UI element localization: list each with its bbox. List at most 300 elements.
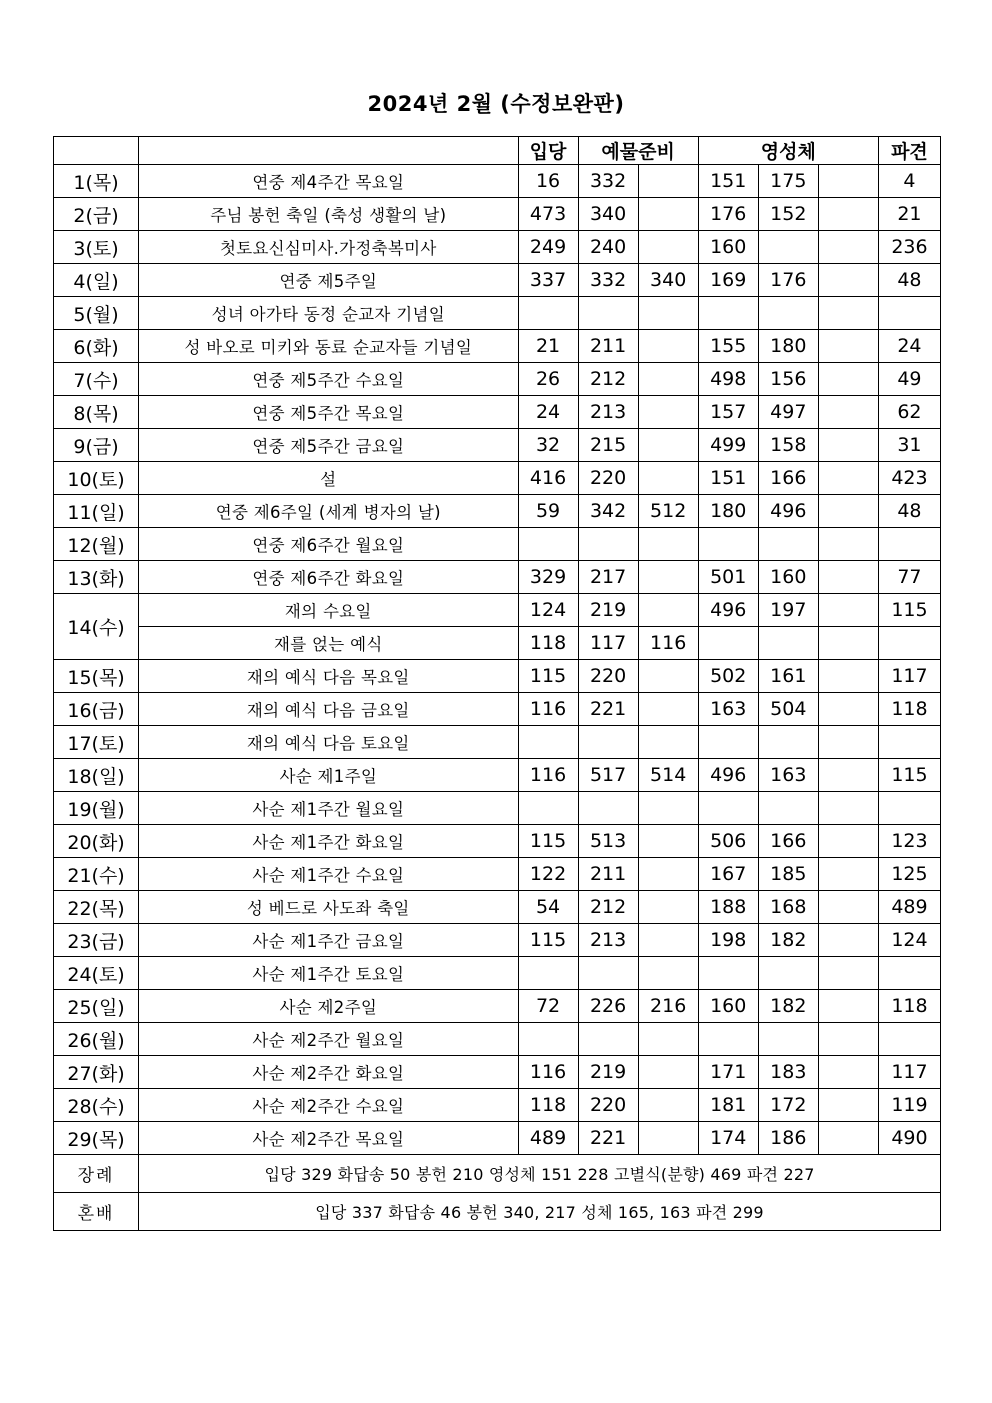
hymn-number-cell [638, 891, 698, 924]
celebration-name-cell: 사순 제2주간 화요일 [139, 1056, 518, 1089]
date-cell: 11(일) [54, 495, 139, 528]
hymn-number-cell: 490 [878, 1122, 940, 1155]
hymn-number-cell [818, 627, 878, 660]
celebration-name-cell: 성 베드로 사도좌 축일 [139, 891, 518, 924]
hymn-number-cell: 117 [878, 660, 940, 693]
hymn-number-cell [818, 429, 878, 462]
table-row [54, 495, 941, 528]
hymn-number-cell: 124 [878, 924, 940, 957]
table-row [54, 693, 941, 726]
celebration-name-cell: 사순 제1주간 월요일 [139, 792, 518, 825]
table-row [54, 792, 941, 825]
hymn-number-cell: 151 [698, 165, 758, 198]
hymn-number-cell: 220 [578, 660, 638, 693]
table-row [54, 924, 941, 957]
hymn-number-cell [818, 198, 878, 231]
hymn-number-cell: 163 [758, 759, 818, 792]
hymn-number-cell [638, 858, 698, 891]
date-cell: 13(화) [54, 561, 139, 594]
date-cell: 1(목) [54, 165, 139, 198]
date-cell: 28(수) [54, 1089, 139, 1122]
hymn-number-cell: 332 [578, 264, 638, 297]
hymn-number-cell: 221 [578, 1122, 638, 1155]
hymn-number-cell [518, 297, 578, 330]
date-cell: 14(수) [54, 594, 139, 660]
hymn-number-cell: 160 [758, 561, 818, 594]
hymn-number-cell: 211 [578, 858, 638, 891]
hymn-number-cell [698, 1023, 758, 1056]
hymn-number-cell: 219 [578, 1056, 638, 1089]
hymn-number-cell: 504 [758, 693, 818, 726]
hymn-number-cell [638, 825, 698, 858]
hymn-number-cell: 216 [638, 990, 698, 1023]
celebration-name-cell: 사순 제1주간 수요일 [139, 858, 518, 891]
hymn-number-cell: 423 [878, 462, 940, 495]
hymn-number-cell [758, 792, 818, 825]
table-row [54, 561, 941, 594]
hymn-number-cell [818, 396, 878, 429]
hymn-number-cell [878, 528, 940, 561]
table-row [54, 297, 941, 330]
date-cell: 17(토) [54, 726, 139, 759]
celebration-name-cell: 재의 예식 다음 토요일 [139, 726, 518, 759]
hymn-number-cell: 181 [698, 1089, 758, 1122]
hymn-number-cell: 156 [758, 363, 818, 396]
hymn-number-cell: 77 [878, 561, 940, 594]
celebration-name-cell: 성 바오로 미키와 동료 순교자들 기념일 [139, 330, 518, 363]
hymn-number-cell: 473 [518, 198, 578, 231]
hymn-number-cell [818, 825, 878, 858]
hymn-number-cell: 174 [698, 1122, 758, 1155]
hymn-number-cell [818, 462, 878, 495]
hymn-number-cell: 220 [578, 1089, 638, 1122]
celebration-name-cell: 사순 제1주간 화요일 [139, 825, 518, 858]
hymn-number-cell [518, 1023, 578, 1056]
hymn-number-cell [818, 330, 878, 363]
hymn-number-cell: 48 [878, 264, 940, 297]
celebration-name-cell: 재의 수요일 [139, 594, 518, 627]
hymn-number-cell [638, 957, 698, 990]
hymn-number-cell: 198 [698, 924, 758, 957]
hymn-number-cell [638, 462, 698, 495]
hymn-number-cell [578, 297, 638, 330]
hymn-number-cell [638, 330, 698, 363]
hymn-number-cell: 416 [518, 462, 578, 495]
celebration-name-cell: 연중 제5주간 목요일 [139, 396, 518, 429]
celebration-name-cell: 연중 제5주간 수요일 [139, 363, 518, 396]
hymn-number-cell: 21 [878, 198, 940, 231]
footer-label: 혼배 [54, 1193, 139, 1231]
table-row [54, 627, 941, 660]
hymn-number-cell: 116 [518, 1056, 578, 1089]
celebration-name-cell: 사순 제2주간 목요일 [139, 1122, 518, 1155]
hymn-number-cell: 502 [698, 660, 758, 693]
hymn-number-cell: 118 [878, 693, 940, 726]
hymn-number-cell [758, 726, 818, 759]
date-cell: 8(목) [54, 396, 139, 429]
hymn-number-cell: 115 [518, 825, 578, 858]
hymn-number-cell [818, 528, 878, 561]
hymn-number-cell: 160 [698, 231, 758, 264]
hymn-number-cell [638, 726, 698, 759]
celebration-name-cell: 재의 예식 다음 금요일 [139, 693, 518, 726]
hymn-number-cell: 180 [758, 330, 818, 363]
hymn-number-cell: 219 [578, 594, 638, 627]
celebration-name-cell: 연중 제6주일 (세계 병자의 날) [139, 495, 518, 528]
hymn-number-cell: 175 [758, 165, 818, 198]
hymn-number-cell: 116 [638, 627, 698, 660]
hymn-number-cell [818, 1122, 878, 1155]
hymn-number-cell: 168 [758, 891, 818, 924]
hymn-number-cell: 226 [578, 990, 638, 1023]
hymn-number-cell: 48 [878, 495, 940, 528]
date-cell: 16(금) [54, 693, 139, 726]
hymn-number-cell [638, 660, 698, 693]
table-row [54, 660, 941, 693]
hymn-number-cell: 329 [518, 561, 578, 594]
hymn-number-cell: 24 [518, 396, 578, 429]
table-row [54, 1023, 941, 1056]
table-row [54, 1089, 941, 1122]
hymn-number-cell: 157 [698, 396, 758, 429]
hymn-number-cell: 496 [698, 594, 758, 627]
celebration-name-cell: 연중 제5주간 금요일 [139, 429, 518, 462]
hymn-number-cell [758, 1023, 818, 1056]
date-cell: 2(금) [54, 198, 139, 231]
hymn-number-cell [638, 561, 698, 594]
hymn-number-cell: 221 [578, 693, 638, 726]
hymn-number-cell [638, 1023, 698, 1056]
hymn-number-cell: 16 [518, 165, 578, 198]
celebration-name-cell: 연중 제4주간 목요일 [139, 165, 518, 198]
hymn-number-cell: 197 [758, 594, 818, 627]
hymn-number-cell [818, 297, 878, 330]
hymn-number-cell: 211 [578, 330, 638, 363]
hymn-number-cell [818, 924, 878, 957]
date-cell: 15(목) [54, 660, 139, 693]
hymn-number-cell [638, 693, 698, 726]
hymn-number-cell: 337 [518, 264, 578, 297]
table-row [54, 990, 941, 1023]
hymn-number-cell [638, 198, 698, 231]
hymn-number-cell: 166 [758, 462, 818, 495]
hymn-number-cell: 213 [578, 924, 638, 957]
hymn-number-cell: 497 [758, 396, 818, 429]
hymn-number-cell [818, 990, 878, 1023]
table-row [54, 264, 941, 297]
date-cell: 7(수) [54, 363, 139, 396]
hymn-number-cell [578, 726, 638, 759]
hymn-number-cell: 160 [698, 990, 758, 1023]
hymn-number-cell [818, 1023, 878, 1056]
hymn-number-cell [698, 792, 758, 825]
hymn-number-cell: 496 [698, 759, 758, 792]
date-cell: 26(월) [54, 1023, 139, 1056]
hymn-number-cell: 119 [878, 1089, 940, 1122]
hymn-number-cell: 176 [758, 264, 818, 297]
celebration-name-cell: 사순 제2주간 월요일 [139, 1023, 518, 1056]
hymn-number-cell: 172 [758, 1089, 818, 1122]
table-row [54, 165, 941, 198]
hymn-number-cell [818, 957, 878, 990]
hymn-number-cell: 236 [878, 231, 940, 264]
hymn-number-cell [698, 726, 758, 759]
hymn-number-cell: 512 [638, 495, 698, 528]
date-cell: 23(금) [54, 924, 139, 957]
hymn-number-cell: 116 [518, 759, 578, 792]
hymn-number-cell: 332 [578, 165, 638, 198]
hymn-number-cell [818, 165, 878, 198]
hymn-number-cell: 116 [518, 693, 578, 726]
table-row [54, 1056, 941, 1089]
hymn-number-cell [818, 792, 878, 825]
table-row [54, 198, 941, 231]
hymn-number-cell [518, 957, 578, 990]
hymn-number-cell: 24 [878, 330, 940, 363]
hymn-number-cell: 62 [878, 396, 940, 429]
table-row [54, 396, 941, 429]
date-cell: 5(월) [54, 297, 139, 330]
hymn-number-cell: 185 [758, 858, 818, 891]
hymn-number-cell: 501 [698, 561, 758, 594]
hymn-number-cell [638, 165, 698, 198]
date-cell: 20(화) [54, 825, 139, 858]
header-offertory: 예물준비 [578, 137, 698, 165]
hymn-number-cell: 152 [758, 198, 818, 231]
hymn-number-cell [758, 627, 818, 660]
hymn-number-cell [818, 858, 878, 891]
date-cell: 18(일) [54, 759, 139, 792]
hymn-number-cell: 118 [518, 1089, 578, 1122]
hymn-number-cell: 498 [698, 363, 758, 396]
hymn-number-cell [638, 297, 698, 330]
hymn-number-cell: 49 [878, 363, 940, 396]
hymn-number-cell [758, 297, 818, 330]
hymn-number-cell [638, 396, 698, 429]
hymn-number-cell [818, 264, 878, 297]
footer-text: 입당 337 화답송 46 봉헌 340, 217 성체 165, 163 파견 299 [139, 1193, 941, 1231]
hymn-number-cell: 118 [518, 627, 578, 660]
date-cell: 3(토) [54, 231, 139, 264]
header-entrance: 입당 [518, 137, 578, 165]
table-row [54, 726, 941, 759]
hymn-number-cell [818, 231, 878, 264]
hymn-number-cell: 342 [578, 495, 638, 528]
hymn-number-cell: 213 [578, 396, 638, 429]
hymn-number-cell: 514 [638, 759, 698, 792]
hymn-number-cell: 166 [758, 825, 818, 858]
hymn-number-cell [698, 957, 758, 990]
celebration-name-cell: 사순 제2주일 [139, 990, 518, 1023]
hymn-number-cell: 155 [698, 330, 758, 363]
hymn-number-cell: 122 [518, 858, 578, 891]
hymn-number-cell: 4 [878, 165, 940, 198]
hymn-number-cell: 186 [758, 1122, 818, 1155]
hymn-number-cell [818, 660, 878, 693]
hymn-number-cell: 212 [578, 363, 638, 396]
celebration-name-cell: 재를 얹는 예식 [139, 627, 518, 660]
hymn-number-cell: 489 [878, 891, 940, 924]
hymn-number-cell [878, 297, 940, 330]
hymn-number-cell [818, 1089, 878, 1122]
hymn-number-cell [878, 627, 940, 660]
hymn-number-cell [878, 726, 940, 759]
date-cell: 24(토) [54, 957, 139, 990]
celebration-name-cell: 연중 제5주일 [139, 264, 518, 297]
hymn-number-cell [758, 957, 818, 990]
hymn-number-cell [818, 495, 878, 528]
hymn-number-cell [818, 363, 878, 396]
hymn-number-cell [638, 528, 698, 561]
hymn-number-cell: 176 [698, 198, 758, 231]
header-dismissal: 파견 [878, 137, 940, 165]
hymn-number-cell: 499 [698, 429, 758, 462]
header-row [54, 137, 941, 165]
table-row [54, 957, 941, 990]
table-row [54, 462, 941, 495]
celebration-name-cell: 사순 제1주간 토요일 [139, 957, 518, 990]
celebration-name-cell: 연중 제6주간 화요일 [139, 561, 518, 594]
hymn-number-cell [878, 792, 940, 825]
hymn-number-cell: 220 [578, 462, 638, 495]
hymn-number-cell: 72 [518, 990, 578, 1023]
hymn-number-cell: 117 [878, 1056, 940, 1089]
table-row [54, 1122, 941, 1155]
footer-text: 입당 329 화답송 50 봉헌 210 영성체 151 228 고별식(분향) 469 파견 227 [139, 1155, 941, 1193]
celebration-name-cell: 재의 예식 다음 목요일 [139, 660, 518, 693]
hymn-number-cell: 161 [758, 660, 818, 693]
table-row [54, 528, 941, 561]
hymn-number-cell [518, 792, 578, 825]
hymn-number-cell [818, 594, 878, 627]
hymn-number-cell [818, 1056, 878, 1089]
hymn-number-cell [638, 594, 698, 627]
hymn-number-cell [818, 726, 878, 759]
hymn-number-cell: 169 [698, 264, 758, 297]
date-cell: 19(월) [54, 792, 139, 825]
date-cell: 27(화) [54, 1056, 139, 1089]
hymn-number-cell: 118 [878, 990, 940, 1023]
table-row [54, 231, 941, 264]
celebration-name-cell: 사순 제1주간 금요일 [139, 924, 518, 957]
hymn-number-cell [638, 1089, 698, 1122]
hymn-schedule-table [53, 136, 941, 1231]
hymn-number-cell [818, 561, 878, 594]
hymn-number-cell: 59 [518, 495, 578, 528]
date-cell: 12(월) [54, 528, 139, 561]
hymn-number-cell: 31 [878, 429, 940, 462]
hymn-number-cell: 182 [758, 990, 818, 1023]
celebration-name-cell: 주님 봉헌 축일 (축성 생활의 날) [139, 198, 518, 231]
date-cell: 9(금) [54, 429, 139, 462]
footer-label: 장례 [54, 1155, 139, 1193]
hymn-number-cell [638, 792, 698, 825]
hymn-number-cell [638, 429, 698, 462]
table-row [54, 594, 941, 627]
hymn-number-cell: 151 [698, 462, 758, 495]
celebration-name-cell: 사순 제2주간 수요일 [139, 1089, 518, 1122]
hymn-number-cell: 115 [878, 594, 940, 627]
hymn-number-cell [578, 1023, 638, 1056]
hymn-number-cell [578, 528, 638, 561]
date-cell: 6(화) [54, 330, 139, 363]
hymn-number-cell: 124 [518, 594, 578, 627]
hymn-number-cell: 188 [698, 891, 758, 924]
table-row [54, 858, 941, 891]
hymn-number-cell [818, 891, 878, 924]
table-row [54, 429, 941, 462]
hymn-number-cell: 183 [758, 1056, 818, 1089]
hymn-number-cell: 171 [698, 1056, 758, 1089]
hymn-number-cell: 32 [518, 429, 578, 462]
hymn-number-cell: 217 [578, 561, 638, 594]
hymn-number-cell: 517 [578, 759, 638, 792]
hymn-number-cell [758, 231, 818, 264]
hymn-number-cell: 513 [578, 825, 638, 858]
hymn-number-cell [878, 1023, 940, 1056]
table-row [54, 363, 941, 396]
hymn-number-cell: 115 [518, 660, 578, 693]
hymn-number-cell [758, 528, 818, 561]
date-cell: 22(목) [54, 891, 139, 924]
celebration-name-cell: 연중 제6주간 월요일 [139, 528, 518, 561]
celebration-name-cell: 첫토요신심미사.가정축복미사 [139, 231, 518, 264]
page-title: 2024년 2월 (수정보완판) [367, 92, 625, 116]
hymn-number-cell: 117 [578, 627, 638, 660]
hymn-number-cell [818, 759, 878, 792]
header-communion: 영성체 [698, 137, 878, 165]
footer-row [54, 1155, 941, 1193]
hymn-number-cell: 163 [698, 693, 758, 726]
hymn-number-cell [698, 528, 758, 561]
table-row [54, 330, 941, 363]
hymn-number-cell: 215 [578, 429, 638, 462]
hymn-number-cell: 240 [578, 231, 638, 264]
date-cell: 4(일) [54, 264, 139, 297]
hymn-number-cell [578, 957, 638, 990]
hymn-number-cell: 21 [518, 330, 578, 363]
hymn-number-cell: 212 [578, 891, 638, 924]
hymn-number-cell: 496 [758, 495, 818, 528]
hymn-number-cell [698, 627, 758, 660]
hymn-number-cell [818, 693, 878, 726]
hymn-number-cell: 26 [518, 363, 578, 396]
celebration-name-cell: 사순 제1주일 [139, 759, 518, 792]
hymn-number-cell [638, 1122, 698, 1155]
hymn-number-cell: 340 [578, 198, 638, 231]
date-cell: 29(목) [54, 1122, 139, 1155]
celebration-name-cell: 설 [139, 462, 518, 495]
hymn-number-cell [638, 231, 698, 264]
hymn-number-cell: 158 [758, 429, 818, 462]
header-name [139, 137, 518, 165]
table-row [54, 891, 941, 924]
table-row [54, 825, 941, 858]
footer-row [54, 1193, 941, 1231]
hymn-number-cell [698, 297, 758, 330]
hymn-number-cell: 506 [698, 825, 758, 858]
hymn-number-cell: 123 [878, 825, 940, 858]
hymn-number-cell: 180 [698, 495, 758, 528]
hymn-number-cell: 167 [698, 858, 758, 891]
table-row [54, 759, 941, 792]
hymn-number-cell: 249 [518, 231, 578, 264]
hymn-number-cell [518, 726, 578, 759]
hymn-number-cell [578, 792, 638, 825]
hymn-number-cell: 54 [518, 891, 578, 924]
hymn-number-cell [638, 1056, 698, 1089]
hymn-number-cell: 125 [878, 858, 940, 891]
